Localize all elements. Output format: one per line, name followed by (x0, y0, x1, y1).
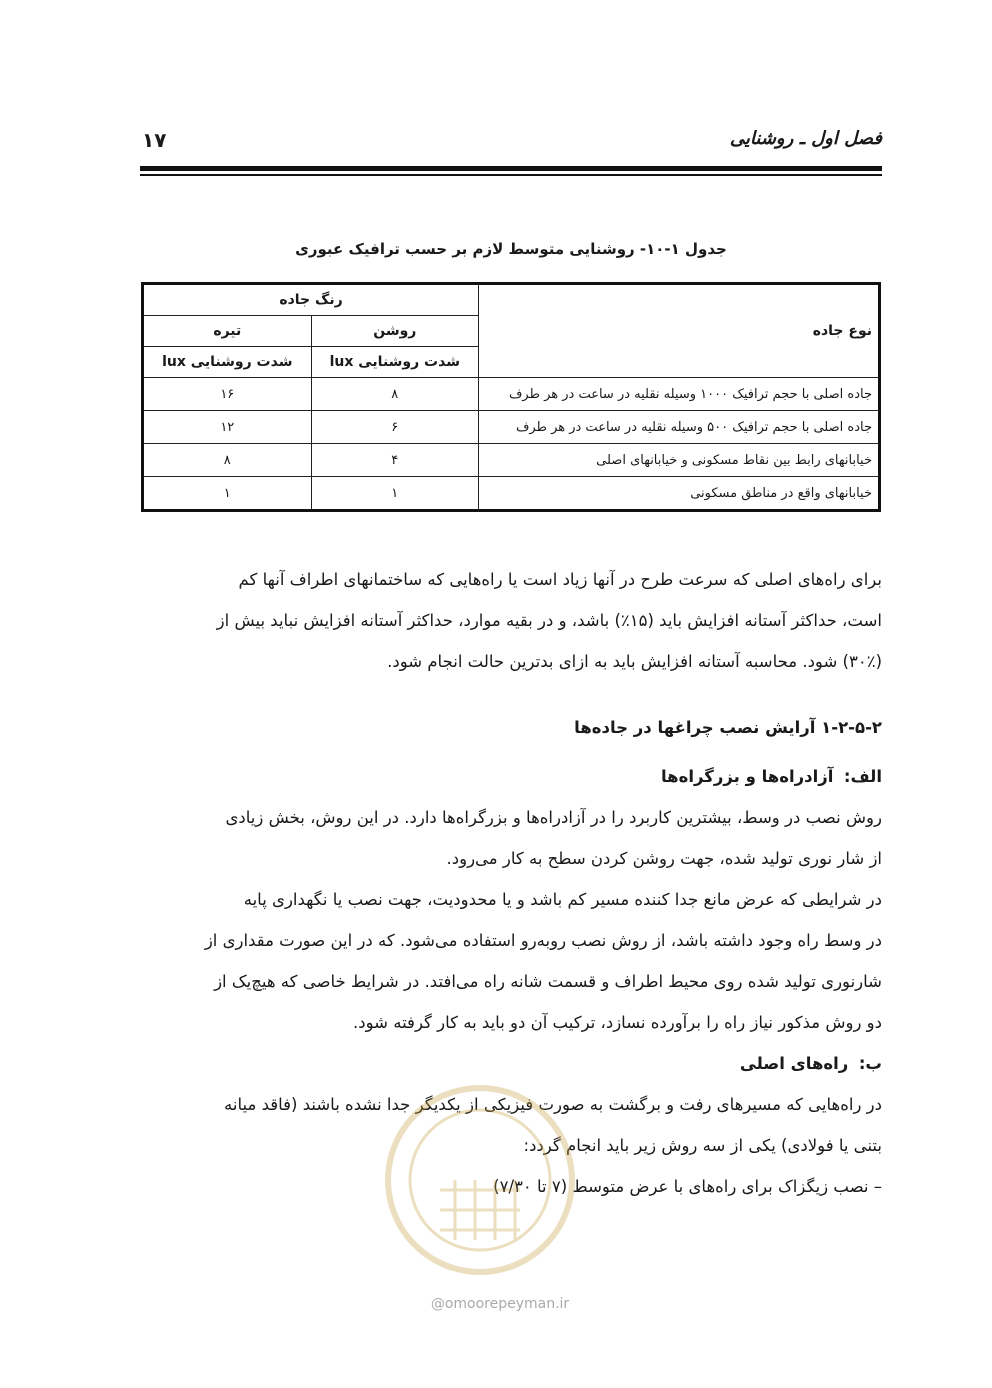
intensity-header-dark (143, 347, 312, 378)
watermark-seal-icon (380, 1070, 580, 1290)
text-line: در راه‌هایی که مسیرهای رفت و برگشت به صورت فیزیکی از یکدیگر جدا نشده باشند (فاقد میانه (224, 1095, 882, 1114)
light-value-cell: ۸ (311, 378, 478, 411)
dark-value-cell: ۱۶ (143, 378, 312, 411)
text-line: (۳۰٪) شود. محاسبه آستانه افزایش باید به ازای بدترین حالت انجام شود. (387, 652, 882, 671)
intensity-label: شدت روشنایی (190, 354, 293, 370)
road-type-cell: جاده اصلی با حجم ترافیک ۵۰۰ وسیله نقلیه در ساعت در هر طرف (479, 411, 880, 444)
page-header (142, 128, 882, 158)
light-value-cell: ۱ (311, 477, 478, 511)
col-road-color: رنگ جاده (143, 284, 479, 316)
road-type-cell: خیابانهای واقع در مناطق مسکونی (479, 477, 880, 511)
section-heading: ۱-۲-۵-۲ آرایش نصب چراغها در جاده‌ها (574, 718, 882, 737)
light-value-cell: ۴ (311, 444, 478, 477)
alef-label: الف: (843, 767, 882, 786)
text-line: بتنی یا فولادی) یکی از سه روش زیر باید انجام گردد: (523, 1136, 882, 1155)
header-rule-thin (140, 174, 882, 176)
table-row (143, 444, 880, 477)
header-rule-thick (140, 166, 882, 171)
chapter-title: فصل اول ـ روشنایی (729, 128, 882, 149)
text-line: در شرایطی که عرض مانع جدا کننده مسیر کم باشد و یا محدودیت، جهت نصب یا نگهداری پایه (243, 890, 882, 909)
dark-value-cell: ۸ (143, 444, 312, 477)
intensity-label: شدت روشنایی (358, 354, 460, 370)
list-item: – نصب زیگزاک برای راه‌های با عرض متوسط (۷ تا ۷/۳۰) (493, 1177, 882, 1196)
light-value-cell: ۶ (311, 411, 478, 444)
col-light: روشن (311, 316, 478, 347)
text-line: است، حداکثر آستانه افزایش باید (۱۵٪) باشد، و در بقیه موارد، حداکثر آستانه افزایش نباید بیش از (216, 611, 882, 630)
dark-value-cell: ۱ (143, 477, 312, 511)
text-line: برای راه‌های اصلی که سرعت طرح در آنها زیاد است یا راه‌هایی که ساختمانهای اطراف آنها کم (238, 570, 882, 589)
dark-value-cell: ۱۲ (143, 411, 312, 444)
subheading-alef (140, 756, 882, 797)
col-road-type: نوع جاده (479, 284, 880, 378)
intensity-header-light (311, 347, 478, 378)
text-line: شارنوری تولید شده روی محیط اطراف و قسمت شانه راه می‌افتد. در شرایط خاصی که هیچ‌یک از (214, 972, 882, 991)
unit-label: lux (329, 354, 354, 370)
text-line: دو روش مذکور نیاز راه را برآورده نسازد، ترکیب آن دو باید به کار گرفته شود. (353, 1013, 882, 1032)
alef-title: آزادراه‌ها و بزرگراه‌ها (660, 767, 834, 786)
col-dark: تیره (143, 316, 312, 347)
be-title: راه‌های اصلی (739, 1054, 849, 1073)
table-row (143, 411, 880, 444)
paragraph-thresholds (140, 559, 882, 682)
page-number: ۱۷ (142, 128, 167, 152)
road-type-cell: خیابانهای رابط بین نقاط مسکونی و خیابانهای اصلی (479, 444, 880, 477)
table-caption: جدول ۱-۱۰- روشنایی متوسط لازم بر حسب ترافیک عبوری (295, 240, 727, 258)
table-row (143, 477, 880, 511)
table-row (143, 378, 880, 411)
unit-label: lux (162, 354, 186, 370)
text-line: روش نصب در وسط، بیشترین کاربرد را در آزادراه‌ها و بزرگراه‌ها دارد. در این روش، بخش زیادی (225, 808, 882, 827)
section-alef (140, 756, 882, 1043)
lighting-table (141, 282, 881, 512)
road-type-cell: جاده اصلی با حجم ترافیک ۱۰۰۰ وسیله نقلیه در ساعت در هر طرف (479, 378, 880, 411)
be-label: ب: (858, 1054, 882, 1073)
watermark-site: @omoorepeyman.ir (430, 1296, 570, 1312)
text-line: در وسط راه وجود داشته باشد، از روش نصب روبه‌رو استفاده می‌شود. که در این صورت مقداری از (204, 931, 882, 950)
text-line: از شار نوری تولید شده، جهت روشن کردن سطح به کار می‌رود. (446, 849, 882, 868)
